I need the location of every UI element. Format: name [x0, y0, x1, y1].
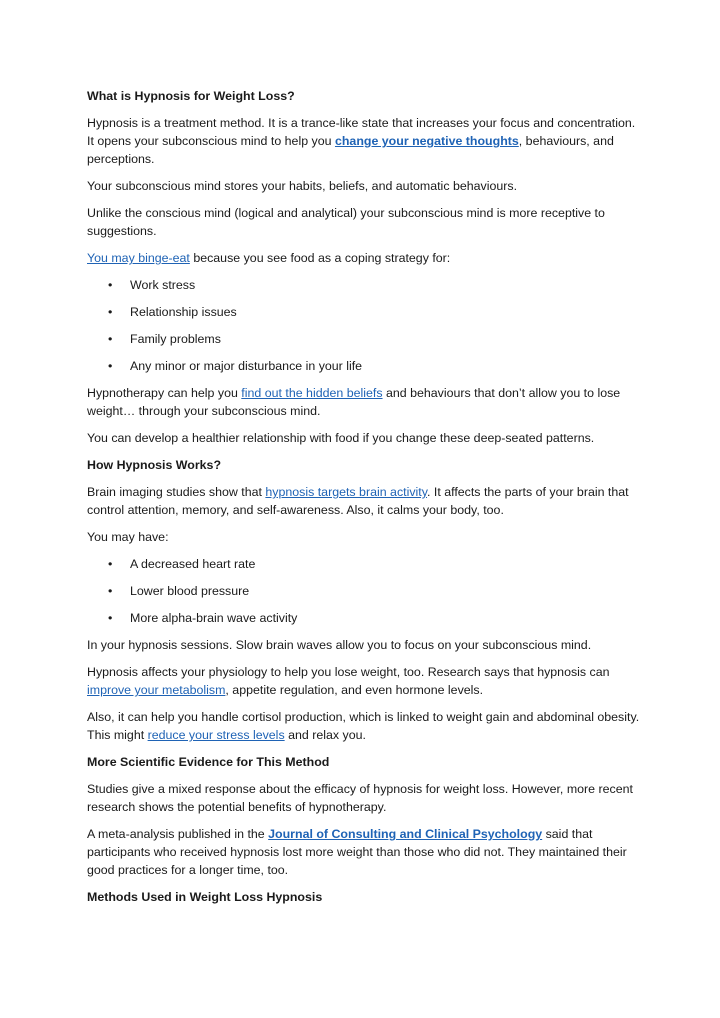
paragraph [87, 384, 642, 420]
paragraph [87, 708, 642, 744]
list-item: • Lower blood pressure [87, 582, 642, 600]
text: , appetite regulation, and even hormone levels. [225, 683, 484, 697]
text: Hypnosis affects your physiology to help you lose weight, too. Research says that hypnosis can [87, 665, 610, 679]
list-item: • More alpha-brain wave activity [87, 609, 642, 627]
text: Brain imaging studies show that [87, 485, 266, 499]
text: , behaviours, and perceptions. [87, 134, 614, 166]
paragraph: Unlike the conscious mind (logical and analytical) your subconscious mind is more receptive to suggestions. [87, 206, 605, 238]
list-item: • Any minor or major disturbance in your life [87, 357, 642, 375]
text: . It affects the parts of your brain that control attention, memory, and self-awareness. Also, it calms your body, too. [87, 485, 629, 517]
list-item: • Work stress [87, 276, 642, 294]
coping-list [87, 276, 642, 375]
heading-what-is-hypnosis: What is Hypnosis for Weight Loss? [87, 89, 295, 103]
link-reduce-stress[interactable]: reduce your stress levels [147, 728, 285, 742]
link-improve-metabolism[interactable]: improve your metabolism [87, 683, 226, 697]
document-page [87, 87, 642, 915]
paragraph [87, 249, 642, 267]
text: and relax you. [284, 728, 366, 742]
heading-methods-used: Methods Used in Weight Loss Hypnosis [87, 890, 323, 904]
text: said that participants who received hypnosis lost more weight than those who did not. They maintained their good practices for a longer time, too. [87, 827, 627, 877]
list-item: • Family problems [87, 330, 642, 348]
paragraph: Studies give a mixed response about the efficacy of hypnosis for weight loss. However, more recent research shows the potential benefits of hypnotherapy. [87, 782, 633, 814]
list-item: • Relationship issues [87, 303, 642, 321]
list-item: • A decreased heart rate [87, 555, 642, 573]
paragraph [87, 663, 642, 699]
paragraph [87, 825, 642, 879]
text: Also, it can help you handle cortisol production, which is linked to weight gain and abdominal obesity. This might [87, 710, 640, 742]
paragraph: In your hypnosis sessions. Slow brain waves allow you to focus on your subconscious mind. [87, 638, 592, 652]
text: Hypnotherapy can help you [87, 386, 242, 400]
link-journal[interactable]: Journal of Consulting and Clinical Psychology [268, 827, 543, 841]
text: because you see food as a coping strategy for: [189, 251, 451, 265]
heading-how-hypnosis-works: How Hypnosis Works? [87, 458, 222, 472]
paragraph: You may have: [87, 530, 169, 544]
link-hidden-beliefs[interactable]: find out the hidden beliefs [241, 386, 383, 400]
text: A meta-analysis published in the [87, 827, 269, 841]
paragraph [87, 114, 642, 168]
heading-scientific-evidence: More Scientific Evidence for This Method [87, 755, 330, 769]
paragraph [87, 483, 642, 519]
text: Hypnosis is a treatment method. It is a trance-like state that increases your focus and concentration. It opens your subconscious mind to help you [87, 116, 636, 148]
paragraph: Your subconscious mind stores your habits, beliefs, and automatic behaviours. [87, 179, 518, 193]
text: and behaviours that don’t allow you to lose weight… through your subconscious mind. [87, 386, 621, 418]
link-binge-eat[interactable]: You may binge-eat [87, 251, 190, 265]
link-brain-activity[interactable]: hypnosis targets brain activity [265, 485, 428, 499]
effects-list [87, 555, 642, 627]
link-change-negative-thoughts[interactable]: change your negative thoughts [334, 134, 519, 148]
paragraph: You can develop a healthier relationship with food if you change these deep-seated patterns. [87, 431, 595, 445]
